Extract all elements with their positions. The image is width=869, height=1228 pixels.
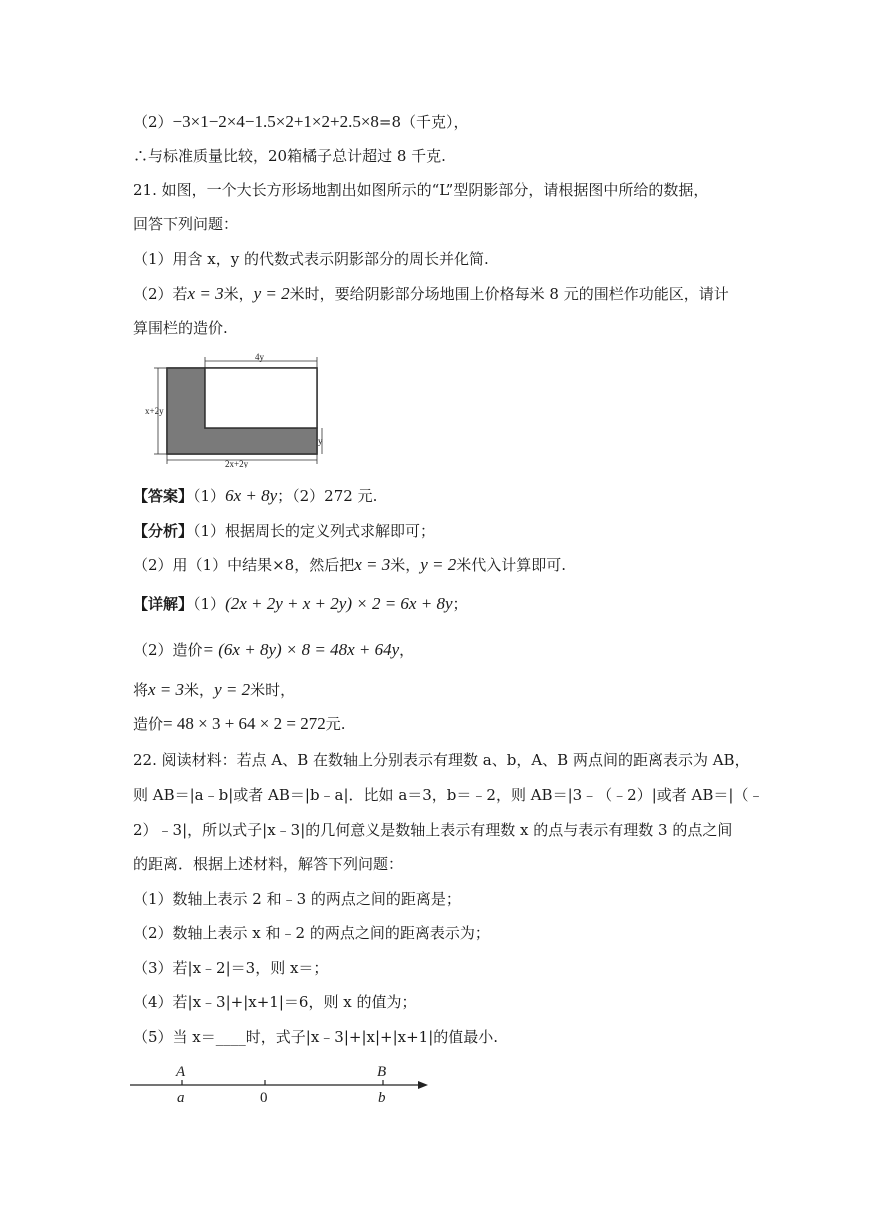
detail-tag: 【详解】 [133,595,194,613]
detail-2-label: （2）造价 [133,641,203,659]
label-B: B [377,1064,387,1080]
q22-q1: （1）数轴上表示 2 和﹣3 的两点之间的距离是； [133,890,461,908]
q20-part2-expr: −3×1−2×4−1.5×2+1×2+2.5×8 [172,112,379,131]
analysis-tag: 【分析】 [133,522,194,540]
q21-sub2-c: 米时，要给阴影部分场地围上价格每米 8 元的围栏作功能区，请计 [289,285,729,303]
q21-answer [133,486,377,506]
q21-sub2-b: 米， [223,285,254,303]
detail-4-expr: = 48 × 3 + 64 × 2 = 272 [163,714,326,733]
detail-3y: y = 2 [214,680,251,699]
detail-1-label: （1） [193,595,226,613]
q22-line2: 则 AB＝|a﹣b|或者 AB＝|b﹣a|．比如 a＝3，b＝﹣2，则 AB＝|3﹣（﹣2）|或者 AB＝|（﹣ [133,786,764,804]
label-right-y: y [318,436,323,446]
detail-4b: 元. [325,715,346,733]
q21-l-shape-figure [145,352,335,468]
label-bottom-2x2y: 2x+2y [225,459,249,468]
detail-1-expr: (2x + 2y + x + 2y) × 2 = 6x + 8y [225,594,453,613]
analysis-2c: 米代入计算即可. [456,556,567,574]
q21-sub2-line2: 算围栏的造价. [133,319,228,337]
q22-number-line [125,1060,435,1110]
detail-3c: 米时， [250,681,296,699]
analysis-2a: （2）用（1）中结果×8，然后把 [133,556,355,574]
q22-line1: 22. 阅读材料：若点 A、B 在数轴上分别表示有理数 a、b，A、B 两点间的距离表示为 AB， [133,751,750,769]
q20-part2-result: =8（千克）， [378,113,469,131]
q22-q2: （2）数轴上表示 x 和﹣2 的两点之间的距离表示为； [133,924,490,942]
q21-sub2 [133,284,729,304]
q22-q5: （5）当 x＝____时，式子|x﹣3|+|x|+|x+1|的值最小. [133,1028,499,1046]
q21-stem-line2: 回答下列问题： [133,215,239,233]
analysis-2b: 米， [390,556,421,574]
detail-4a: 造价 [133,715,164,733]
detail-2-expr: = (6x + 8y) × 8 = 48x + 64y [202,640,400,659]
detail-3a: 将 [133,681,149,699]
q20-conclusion: ∴与标准质量比较，20箱橘子总计超过 8 千克. [133,147,446,165]
answer-2: ；（2）272 元. [277,487,378,505]
q21-detail-2 [133,640,414,660]
detail-2-end: ， [399,641,415,659]
detail-1-end: ； [452,595,468,613]
q22-line3: 2）﹣3|，所以式子|x﹣3|的几何意义是数轴上表示有理数 x 的点与表示有理数 3 的点之间 [133,821,733,839]
label-b: b [378,1090,386,1106]
label-a: a [177,1090,185,1106]
q21-sub2-a: （2）若 [133,285,188,303]
label-A: A [176,1064,186,1080]
answer-1-label: （1） [193,487,226,505]
q21-sub2-y: y = 2 [253,284,290,303]
q21-stem-line1: 21. 如图，一个大长方形场地割出如图所示的“L”型阴影部分，请根据图中所给的数据， [133,181,709,199]
q22-q4: （4）若|x﹣3|+|x+1|＝6，则 x 的值为； [133,993,417,1011]
q20-part2 [133,112,469,132]
q21-analysis-2 [133,555,566,575]
analysis-y: y = 2 [420,555,457,574]
q21-sub2-x: x = 3 [187,284,224,303]
q22-line4: 的距离．根据上述材料，解答下列问题： [133,855,404,873]
analysis-x: x = 3 [354,555,391,574]
number-line-arrow [418,1081,428,1089]
answer-expr: 6x + 8y [225,486,278,505]
figure-inner-rect [205,368,317,428]
label-top-4y: 4y [255,352,264,362]
q21-analysis-1 [133,521,435,541]
detail-3x: x = 3 [148,680,185,699]
q21-detail-4 [133,714,345,734]
detail-3b: 米， [184,681,215,699]
analysis-1-text: （1）根据周长的定义列式求解即可； [193,522,436,540]
label-left-x2y: x+2y [145,406,164,416]
q22-q3: （3）若|x﹣2|＝3，则 x＝； [133,959,329,977]
answer-tag: 【答案】 [133,487,194,505]
q21-detail-1 [133,594,468,614]
q21-detail-3 [133,680,295,700]
q20-part2-label: （2） [133,113,173,131]
q21-sub1: （1）用含 x，y 的代数式表示阴影部分的周长并化简. [133,250,489,268]
label-zero: 0 [260,1090,268,1106]
